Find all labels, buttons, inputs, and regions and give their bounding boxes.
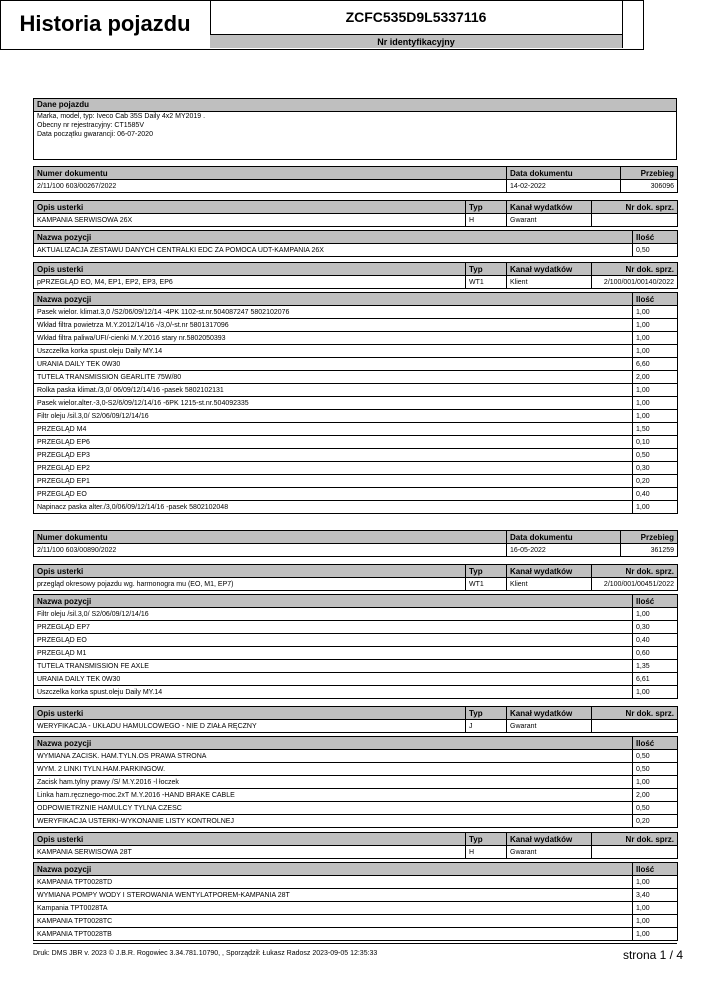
- mileage: 361259: [621, 544, 678, 557]
- col-header: Nr dok. sprz.: [592, 707, 678, 720]
- quantity: 1,35: [633, 660, 678, 673]
- fault-description: pPRZEGLĄD EO, M4, EP1, EP2, EP3, EP6: [34, 276, 466, 289]
- table-row: [34, 475, 678, 488]
- vehicle-data-line: Obecny nr rejestracyjny: CT1585V: [37, 122, 144, 129]
- header-row: [34, 231, 678, 244]
- quantity: 1,00: [633, 902, 678, 915]
- position-name: PRZEGLĄD EO: [34, 634, 633, 647]
- positions-table: [33, 292, 678, 514]
- col-header: Numer dokumentu: [34, 167, 507, 180]
- position-name: KAMPANIA TPT0028TC: [34, 915, 633, 928]
- fault-table: [33, 706, 678, 733]
- col-header: Nr dok. sprz.: [592, 565, 678, 578]
- table-row: [34, 720, 678, 733]
- position-name: WYMIANA POMPY WODY I STEROWANIA WENTYLATPOREM-KAMPANIA 28T: [34, 889, 633, 902]
- header-row: [34, 595, 678, 608]
- col-header: Typ: [466, 201, 507, 214]
- col-header: Data dokumentu: [507, 167, 621, 180]
- fault-table: [33, 564, 678, 591]
- vehicle-data-line: Data początku gwarancji: 06-07-2020: [37, 131, 153, 138]
- position-name: WYM. 2 LINKI TYLN.HAM.PARKINGOW.: [34, 763, 633, 776]
- quantity: 0,50: [633, 449, 678, 462]
- position-name: Wkład filtra paliwa/UFI/-cienki M.Y.2016 stary nr.5802050393: [34, 332, 633, 345]
- position-name: PRZEGLĄD EP6: [34, 436, 633, 449]
- vehicle-data-section: [33, 98, 677, 160]
- table-row: [34, 902, 678, 915]
- quantity: 0,50: [633, 802, 678, 815]
- position-name: KAMPANIA TPT0028TB: [34, 928, 633, 941]
- col-header: Ilość: [633, 595, 678, 608]
- header-row: [34, 707, 678, 720]
- quantity: 0,50: [633, 244, 678, 257]
- document-table: [33, 530, 678, 557]
- table-row: [34, 214, 678, 227]
- table-row: [34, 776, 678, 789]
- expense-channel: Klient: [507, 276, 592, 289]
- position-name: Rolka paska klimat./3,0/ 06/09/12/14/16 -pasek 5802102131: [34, 384, 633, 397]
- quantity: 1,00: [633, 306, 678, 319]
- fault-table: [33, 200, 678, 227]
- col-header: Nazwa pozycji: [34, 863, 633, 876]
- col-header: Kanał wydatków: [507, 201, 592, 214]
- fault-type: J: [466, 720, 507, 733]
- sales-doc-number: 2/100/001/00451/2022: [592, 578, 678, 591]
- fault-type: WT1: [466, 276, 507, 289]
- position-name: Napinacz paska alter./3,0/06/09/12/14/16 -pasek 5802102048: [34, 501, 633, 514]
- quantity: 1,00: [633, 397, 678, 410]
- col-header: Ilość: [633, 737, 678, 750]
- col-header: Nazwa pozycji: [34, 293, 633, 306]
- quantity: 1,00: [633, 876, 678, 889]
- quantity: 0,10: [633, 436, 678, 449]
- quantity: 1,00: [633, 410, 678, 423]
- position-name: PRZEGLĄD M1: [34, 647, 633, 660]
- table-row: [34, 634, 678, 647]
- table-row: [34, 410, 678, 423]
- col-header: Przebieg: [621, 167, 678, 180]
- document-number: 2/11/100 603/00267/2022: [34, 180, 507, 193]
- position-name: Filtr oleju /sil.3,0/ S2/06/09/12/14/16: [34, 608, 633, 621]
- col-header: Typ: [466, 565, 507, 578]
- table-row: [34, 876, 678, 889]
- sales-doc-number: 2/100/001/00140/2022: [592, 276, 678, 289]
- col-header: Typ: [466, 833, 507, 846]
- header-row: [34, 167, 678, 180]
- col-header: Ilość: [633, 293, 678, 306]
- header-row: [34, 531, 678, 544]
- table-row: [34, 660, 678, 673]
- header-row: [34, 565, 678, 578]
- document-date: 14-02-2022: [507, 180, 621, 193]
- position-name: URANIA DAILY TEK 0W30: [34, 673, 633, 686]
- fault-description: KAMPANIA SERWISOWA 28T: [34, 846, 466, 859]
- position-name: WYMIANA ZACISK. HAM.TYLN.OS PRAWA STRONA: [34, 750, 633, 763]
- header-row: [34, 293, 678, 306]
- vin-number: ZCFC535D9L5337116: [345, 9, 487, 25]
- fault-description: przegląd okresowy pojazdu wg. harmonogra mu (EO, M1, EP7): [34, 578, 466, 591]
- table-row: [34, 345, 678, 358]
- table-row: [34, 815, 678, 828]
- position-name: Uszczelka korka spust.oleju Daily MY.14: [34, 345, 633, 358]
- position-name: PRZEGLĄD EO: [34, 488, 633, 501]
- col-header: Data dokumentu: [507, 531, 621, 544]
- position-name: Zacisk ham.tylny prawy /S/ M.Y.2016 -l łoczek: [34, 776, 633, 789]
- table-row: [34, 358, 678, 371]
- sales-doc-number: [592, 720, 678, 733]
- col-header: Opis usterki: [34, 201, 466, 214]
- quantity: 0,50: [633, 763, 678, 776]
- table-row: [34, 319, 678, 332]
- fault-description: KAMPANIA SERWISOWA 26X: [34, 214, 466, 227]
- document-header: [0, 0, 644, 50]
- table-row: [34, 673, 678, 686]
- page-number: strona 1 / 4: [622, 948, 683, 962]
- quantity: 3,40: [633, 889, 678, 902]
- mileage: 306096: [621, 180, 678, 193]
- table-row: [34, 462, 678, 475]
- document-date: 16-05-2022: [507, 544, 621, 557]
- col-header: Przebieg: [621, 531, 678, 544]
- table-row: [34, 332, 678, 345]
- expense-channel: Gwarant: [507, 214, 592, 227]
- table-row: [34, 276, 678, 289]
- position-name: PRZEGLĄD EP7: [34, 621, 633, 634]
- table-row: [34, 306, 678, 319]
- fault-table: [33, 832, 678, 859]
- fault-table: [33, 262, 678, 289]
- quantity: 1,00: [633, 332, 678, 345]
- col-header: Opis usterki: [34, 263, 466, 276]
- position-name: ODPOWIETRZNIE HAMULCY TYLNA CZESC: [34, 802, 633, 815]
- table-row: [34, 488, 678, 501]
- quantity: 6,60: [633, 358, 678, 371]
- table-row: [34, 647, 678, 660]
- col-header: Opis usterki: [34, 707, 466, 720]
- position-name: PRZEGLĄD M4: [34, 423, 633, 436]
- expense-channel: Gwarant: [507, 720, 592, 733]
- header-row: [34, 863, 678, 876]
- fault-type: H: [466, 846, 507, 859]
- quantity: 2,00: [633, 371, 678, 384]
- col-header: Nazwa pozycji: [34, 737, 633, 750]
- quantity: 0,20: [633, 815, 678, 828]
- table-row: [34, 846, 678, 859]
- quantity: 0,40: [633, 634, 678, 647]
- positions-table: [33, 736, 678, 828]
- vehicle-data-label: Dane pojazdu: [34, 99, 676, 112]
- col-header: Nr dok. sprz.: [592, 833, 678, 846]
- position-name: Uszczelka korka spust.oleju Daily MY.14: [34, 686, 633, 699]
- position-name: URANIA DAILY TEK 0W30: [34, 358, 633, 371]
- quantity: 0,30: [633, 462, 678, 475]
- table-row: [34, 244, 678, 257]
- position-name: TUTELA TRANSMISSION FE AXLE: [34, 660, 633, 673]
- col-header: Ilość: [633, 231, 678, 244]
- col-header: Nazwa pozycji: [34, 595, 633, 608]
- col-header: Opis usterki: [34, 565, 466, 578]
- table-row: [34, 928, 678, 941]
- fault-type: H: [466, 214, 507, 227]
- document-table: [33, 166, 678, 193]
- col-header: Kanał wydatków: [507, 565, 592, 578]
- table-row: [34, 544, 678, 557]
- col-header: Kanał wydatków: [507, 833, 592, 846]
- quantity: 1,00: [633, 319, 678, 332]
- quantity: 1,00: [633, 928, 678, 941]
- quantity: 0,60: [633, 647, 678, 660]
- table-row: [34, 449, 678, 462]
- position-name: AKTUALIZACJA ZESTAWU DANYCH CENTRALKI EDC ZA POMOCA UDT-KAMPANIA 26X: [34, 244, 633, 257]
- sales-doc-number: [592, 846, 678, 859]
- quantity: 1,00: [633, 501, 678, 514]
- table-row: [34, 436, 678, 449]
- position-name: Linka ham.ręcznego-moc.2xT M.Y.2016 -HAND BRAKE CABLE: [34, 789, 633, 802]
- table-row: [34, 578, 678, 591]
- footer-divider: [33, 943, 677, 944]
- positions-table: [33, 594, 678, 699]
- header-row: [34, 737, 678, 750]
- positions-table: [33, 230, 678, 257]
- document-number: 2/11/100 603/00890/2022: [34, 544, 507, 557]
- header-row: [34, 263, 678, 276]
- col-header: Typ: [466, 707, 507, 720]
- page-title: Historia pojazdu: [0, 0, 211, 48]
- col-header: Numer dokumentu: [34, 531, 507, 544]
- quantity: 0,40: [633, 488, 678, 501]
- position-name: PRZEGLĄD EP2: [34, 462, 633, 475]
- quantity: 6,61: [633, 673, 678, 686]
- table-row: [34, 397, 678, 410]
- fault-description: WERYFIKACJA - UKŁADU HAMULCOWEGO - NIE D ZIAŁA RĘCZNY: [34, 720, 466, 733]
- quantity: 1,00: [633, 345, 678, 358]
- col-header: Nr dok. sprz.: [592, 263, 678, 276]
- col-header: Kanał wydatków: [507, 263, 592, 276]
- table-row: [34, 608, 678, 621]
- col-header: Nr dok. sprz.: [592, 201, 678, 214]
- quantity: 1,00: [633, 686, 678, 699]
- col-header: Nazwa pozycji: [34, 231, 633, 244]
- header-empty-box: [622, 0, 643, 48]
- footer-text: Druk: DMS JBR v. 2023 © J.B.R. Rogowiec 3.34.781.10790, , Sporządził: Łukasz Radosz 2023-09-05 12:35:33: [33, 950, 378, 957]
- vin-label: Nr identyfikacyjny: [210, 34, 622, 48]
- position-name: Kampania TPT0028TA: [34, 902, 633, 915]
- position-name: PRZEGLĄD EP3: [34, 449, 633, 462]
- vehicle-data-line: Marka, model, typ: Iveco Cab 35S Daily 4x2 MY2019 .: [37, 113, 206, 120]
- quantity: 1,00: [633, 915, 678, 928]
- col-header: Ilość: [633, 863, 678, 876]
- quantity: 0,50: [633, 750, 678, 763]
- table-row: [34, 889, 678, 902]
- table-row: [34, 180, 678, 193]
- table-row: [34, 750, 678, 763]
- table-row: [34, 763, 678, 776]
- positions-table: [33, 862, 678, 941]
- table-row: [34, 789, 678, 802]
- table-row: [34, 802, 678, 815]
- table-row: [34, 371, 678, 384]
- quantity: 1,00: [633, 608, 678, 621]
- col-header: Kanał wydatków: [507, 707, 592, 720]
- quantity: 0,30: [633, 621, 678, 634]
- position-name: Pasek wielor. klimat.3,0 /S2/06/09/12/14 -4PK 1102-st.nr.504087247 5802102076: [34, 306, 633, 319]
- expense-channel: Klient: [507, 578, 592, 591]
- table-row: [34, 384, 678, 397]
- expense-channel: Gwarant: [507, 846, 592, 859]
- table-row: [34, 621, 678, 634]
- sales-doc-number: [592, 214, 678, 227]
- quantity: 1,50: [633, 423, 678, 436]
- quantity: 1,00: [633, 384, 678, 397]
- table-row: [34, 915, 678, 928]
- col-header: Typ: [466, 263, 507, 276]
- table-row: [34, 501, 678, 514]
- position-name: PRZEGLĄD EP1: [34, 475, 633, 488]
- quantity: 0,20: [633, 475, 678, 488]
- position-name: KAMPANIA TPT0028TD: [34, 876, 633, 889]
- position-name: Filtr oleju /sil.3,0/ S2/06/09/12/14/16: [34, 410, 633, 423]
- fault-type: WT1: [466, 578, 507, 591]
- position-name: Wkład filtra powietrza M.Y.2012/14/16 -/3,0/-st.nr 5801317096: [34, 319, 633, 332]
- position-name: TUTELA TRANSMISSION GEARLITE 75W/80: [34, 371, 633, 384]
- table-row: [34, 686, 678, 699]
- quantity: 1,00: [633, 776, 678, 789]
- position-name: WERYFIKACJA USTERKI-WYKONANIE LISTY KONTROLNEJ: [34, 815, 633, 828]
- quantity: 2,00: [633, 789, 678, 802]
- position-name: Pasek wielor.alter.-3,0-S2/6/09/12/14/16 -6PK 1215-st.nr.504092335: [34, 397, 633, 410]
- table-row: [34, 423, 678, 436]
- col-header: Opis usterki: [34, 833, 466, 846]
- header-row: [34, 201, 678, 214]
- header-row: [34, 833, 678, 846]
